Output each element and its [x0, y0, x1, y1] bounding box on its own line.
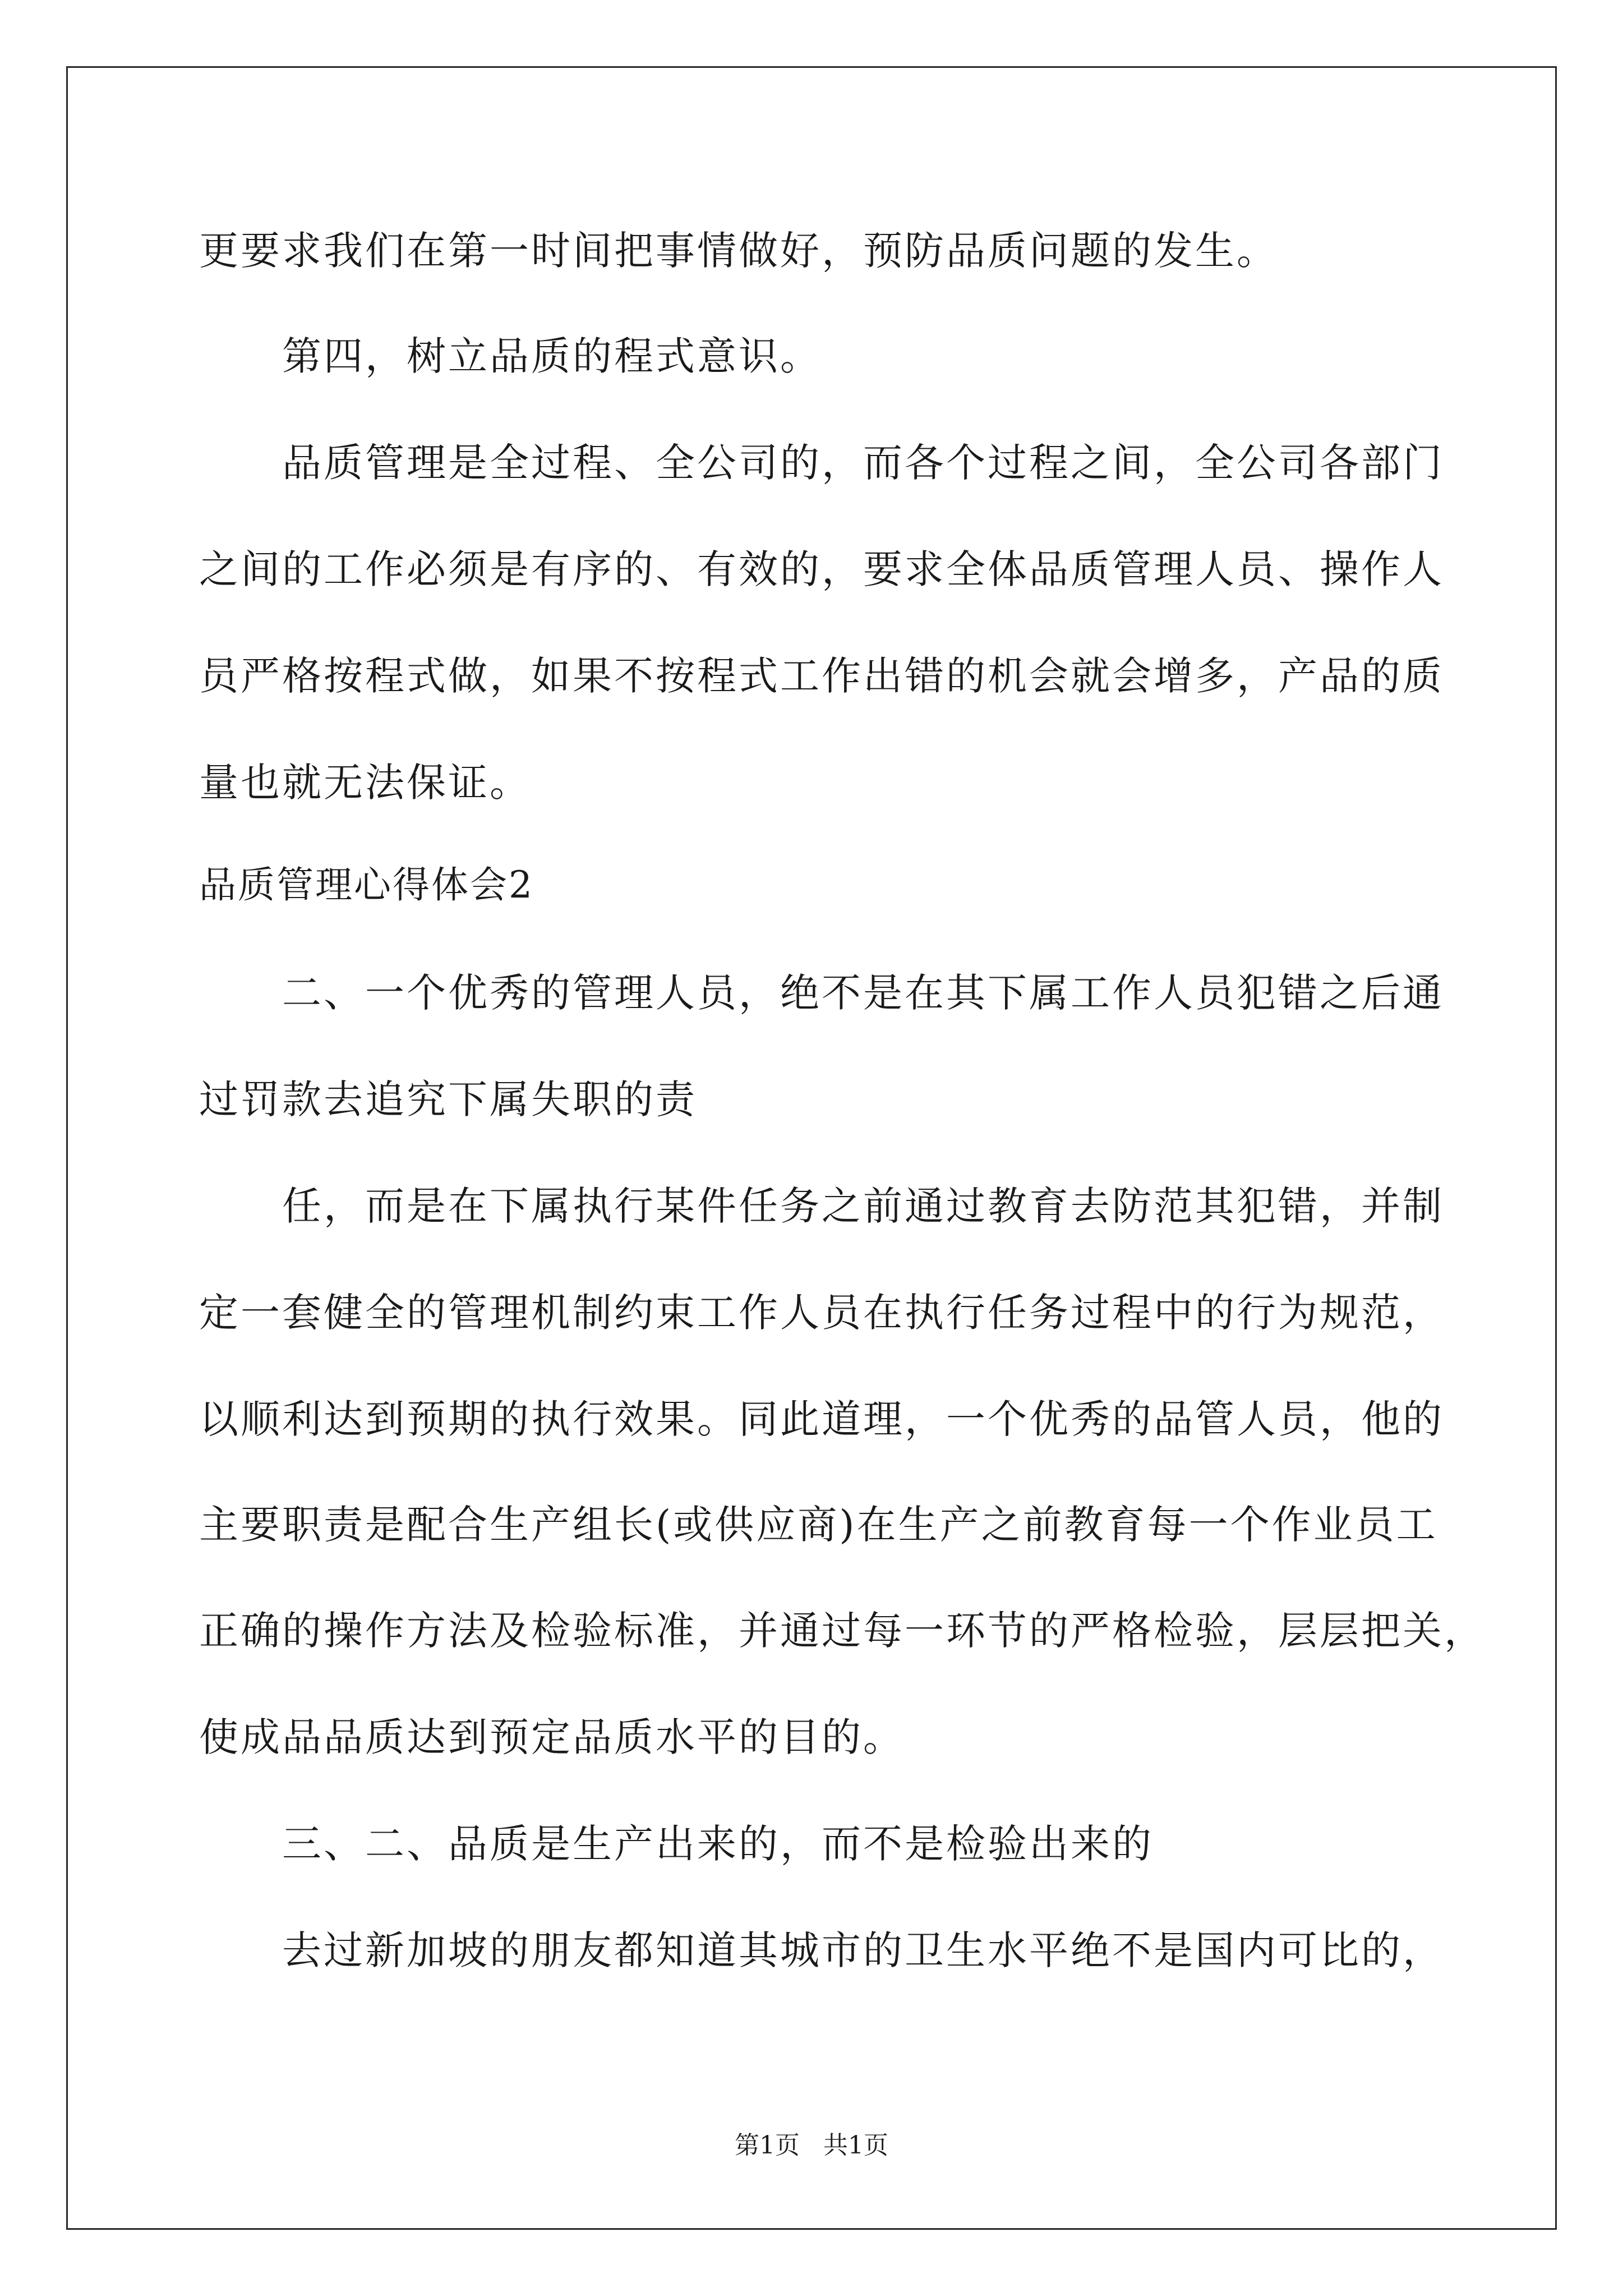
paragraph-line: 使成品品质达到预定品质水平的目的。 — [199, 1714, 905, 1760]
page-border — [66, 66, 1557, 2230]
paragraph-line: 以顺利达到预期的执行效果。同此道理，一个优秀的品管人员，他的 — [199, 1396, 1444, 1442]
section-heading: 品质管理心得体会2 — [199, 863, 534, 907]
paragraph-line: 之间的工作必须是有序的、有效的，要求全体品质管理人员、操作人 — [199, 546, 1444, 592]
paragraph-line: 三、二、品质是生产出来的，而不是检验出来的 — [282, 1821, 1154, 1867]
paragraph-line: 主要职责是配合生产组长(或供应商)在生产之前教育每一个作业员工 — [199, 1502, 1438, 1548]
paragraph-line: 正确的操作方法及检验标准，并通过每一环节的严格检验，层层把关， — [199, 1608, 1486, 1654]
paragraph-line: 品质管理是全过程、全公司的，而各个过程之间，全公司各部门 — [282, 440, 1444, 486]
paragraph-line: 更要求我们在第一时间把事情做好，预防品质问题的发生。 — [199, 228, 1278, 274]
paragraph-line: 量也就无法保证。 — [199, 760, 531, 806]
paragraph-line: 第四，树立品质的程式意识。 — [282, 333, 822, 379]
page-footer — [0, 2133, 1623, 2158]
paragraph-line: 员严格按程式做，如果不按程式工作出错的机会就会增多，产品的质 — [199, 653, 1444, 699]
paragraph-line: 去过新加坡的朋友都知道其城市的卫生水平绝不是国内可比的， — [282, 1927, 1444, 1973]
paragraph-line: 任，而是在下属执行某件任务之前通过教育去防范其犯错，并制 — [282, 1183, 1444, 1229]
page-number-total: 共1页 — [823, 2131, 888, 2160]
page-number-current: 第1页 — [735, 2131, 800, 2160]
paragraph-line: 过罚款去追究下属失职的责 — [199, 1076, 697, 1122]
paragraph-line: 定一套健全的管理机制约束工作人员在执行任务过程中的行为规范， — [199, 1290, 1444, 1336]
paragraph-line: 二、一个优秀的管理人员，绝不是在其下属工作人员犯错之后通 — [282, 970, 1444, 1016]
